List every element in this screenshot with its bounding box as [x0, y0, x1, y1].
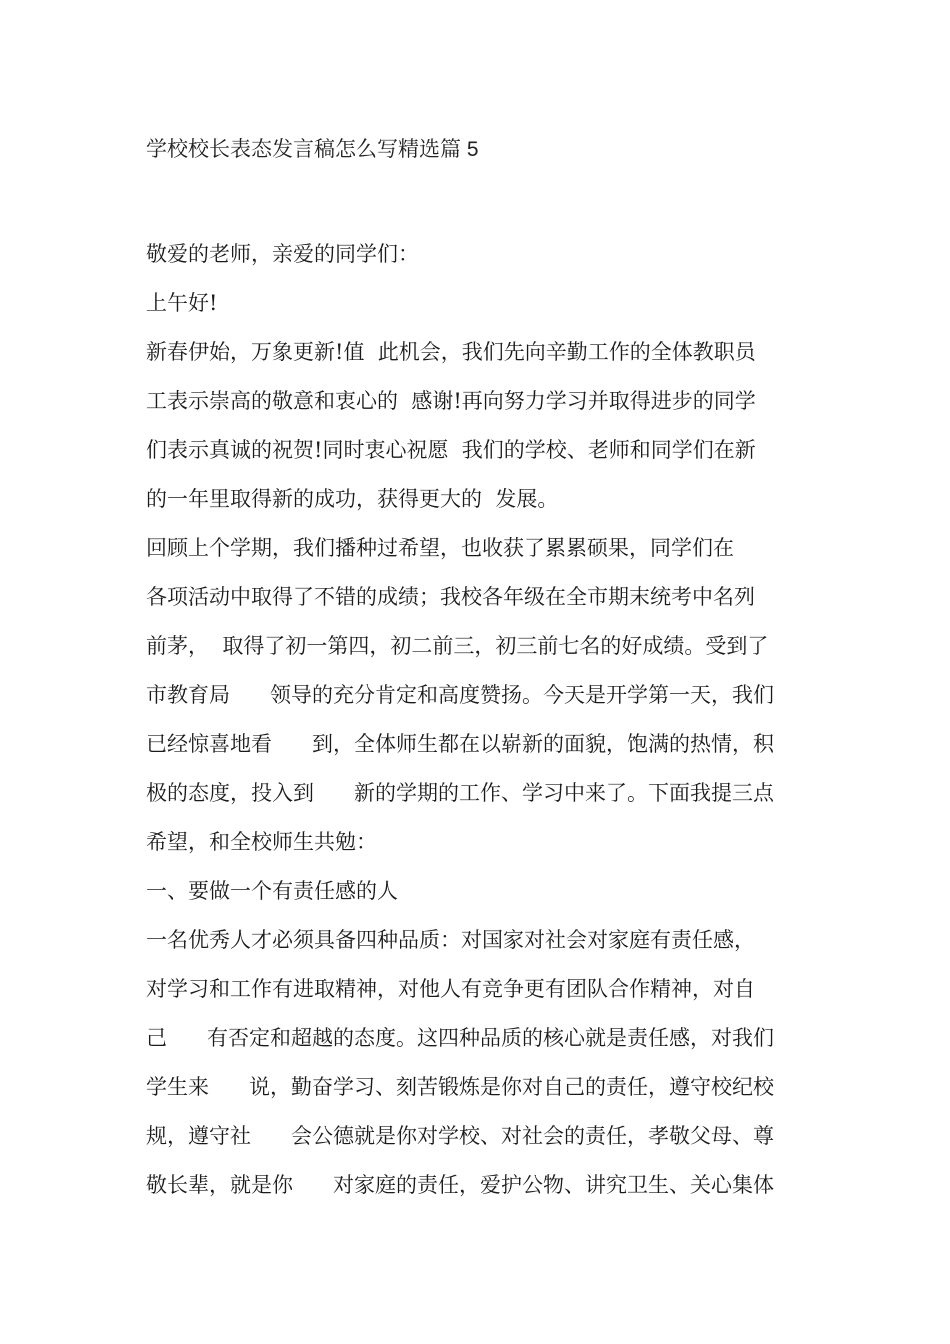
- body-line: 对学习和工作有进取精神，对他人有竞争更有团队合作精神，对自: [146, 977, 755, 1001]
- section-heading: 一、要做一个有责任感的人: [146, 879, 398, 903]
- body-line: 新春伊始，万象更新!值 此机会，我们先向辛勤工作的全体教职员: [146, 340, 756, 364]
- body-line: 己 有否定和超越的态度。这四种品质的核心就是责任感，对我们: [146, 1026, 775, 1050]
- body-line: 学生来 说，勤奋学习、刻苦锻炼是你对自己的责任，遵守校纪校: [146, 1075, 775, 1099]
- body-line: 敬长辈，就是你 对家庭的责任，爱护公物、讲究卫生、关心集体: [146, 1173, 775, 1197]
- body-line: 希望，和全校师生共勉：: [146, 830, 377, 854]
- body-line: 回顾上个学期，我们播种过希望，也收获了累累硕果，同学们在: [146, 536, 734, 560]
- salutation-line: 敬爱的老师，亲爱的同学们：: [146, 242, 419, 266]
- body-line: 极的态度，投入到 新的学期的工作、学习中来了。下面我提三点: [146, 781, 775, 805]
- greeting-line: 上午好!: [146, 291, 218, 315]
- body-line: 的一年里取得新的成功，获得更大的 发展。: [146, 487, 559, 511]
- body-line: 规，遵守社 会公德就是你对学校、对社会的责任，孝敬父母、尊: [146, 1124, 775, 1148]
- body-line: 工表示崇高的敬意和衷心的 感谢!再向努力学习并取得进步的同学: [146, 389, 756, 413]
- body-line: 前茅， 取得了初一第四，初二前三，初三前七名的好成绩。受到了: [146, 634, 769, 658]
- body-line: 们表示真诚的祝贺!同时衷心祝愿 我们的学校、老师和同学们在新: [146, 438, 756, 462]
- body-line: 市教育局 领导的充分肯定和高度赞扬。今天是开学第一天，我们: [146, 683, 775, 707]
- body-line: 已经惊喜地看 到，全体师生都在以崭新的面貌，饱满的热情，积: [146, 732, 775, 756]
- body-line: 一名优秀人才必须具备四种品质：对国家对社会对家庭有责任感，: [146, 928, 755, 952]
- document-title: 学校校长表态发言稿怎么写精选篇 5: [146, 138, 479, 161]
- body-line: 各项活动中取得了不错的成绩；我校各年级在全市期末统考中名列: [146, 585, 755, 609]
